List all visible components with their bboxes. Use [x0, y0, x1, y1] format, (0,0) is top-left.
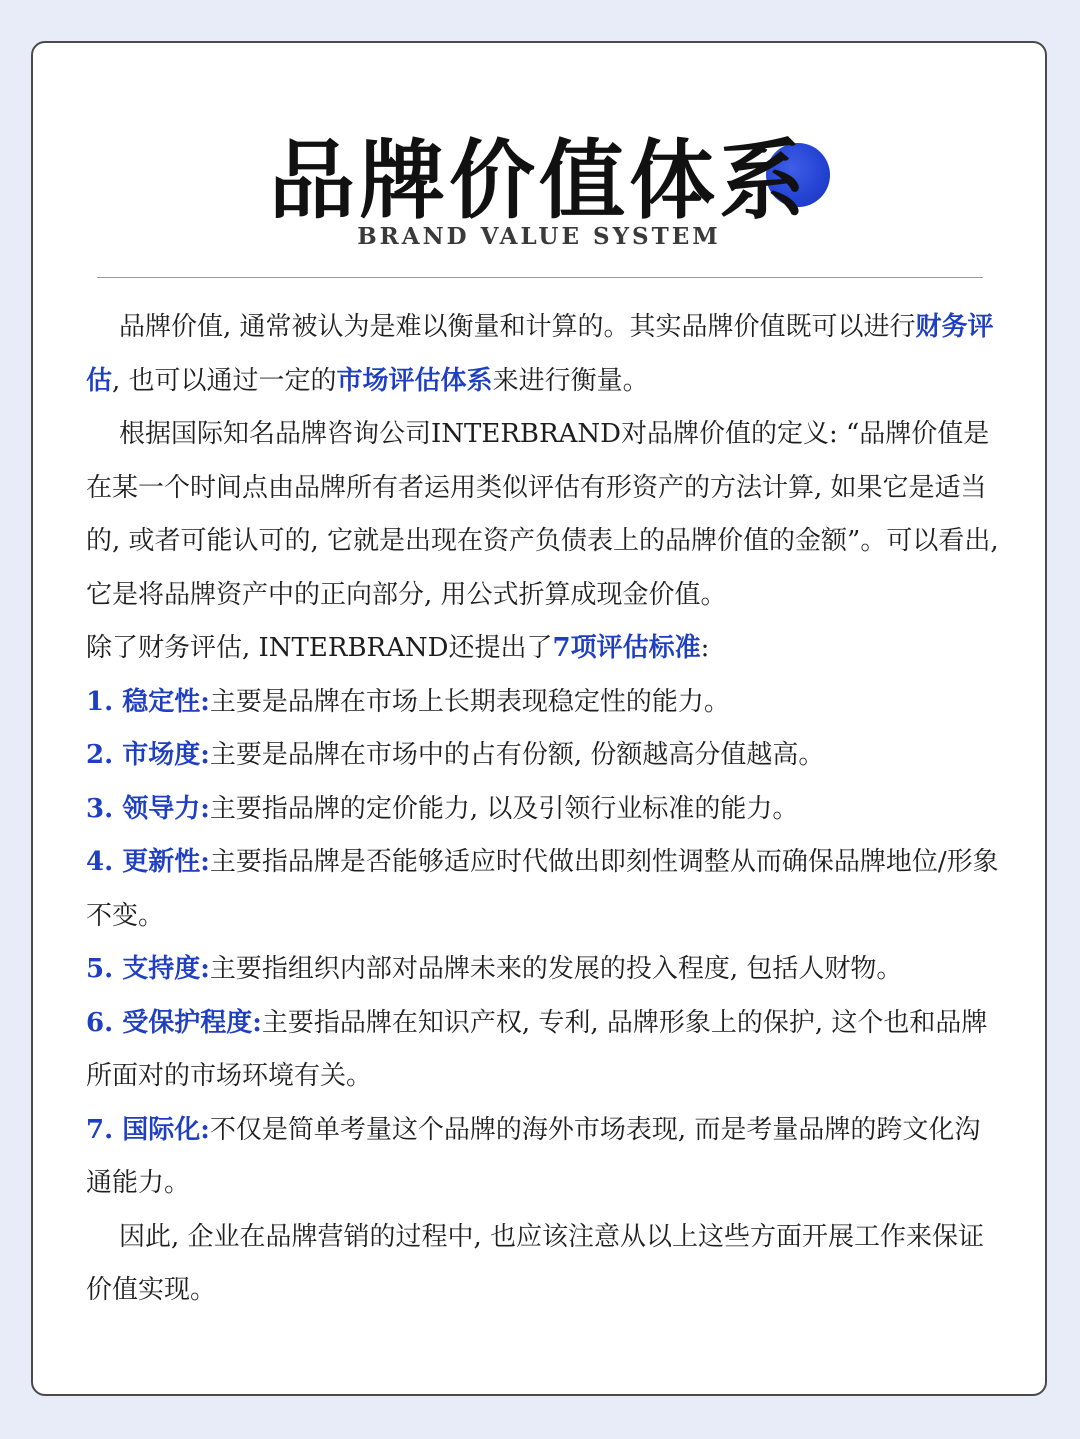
standard-desc: 主要指品牌在知识产权, 专利, 品牌形象上的保护, 这个也和品牌所面对的市场环境有关。	[86, 1007, 988, 1091]
highlight-financial-eval: 财务评估	[86, 312, 994, 396]
page-title: 品牌价值体系	[269, 130, 809, 231]
intro-text-1: 品牌价值, 通常被认为是难以衡量和计算的。其实品牌价值既可以进行	[119, 312, 916, 342]
standard-number: 6.	[86, 1007, 123, 1038]
divider	[97, 277, 983, 278]
standard-desc: 主要是品牌在市场中的占有份额, 份额越高分值越高。	[209, 740, 825, 770]
standard-desc: 不仅是简单考量这个品牌的海外市场表现, 而是考量品牌的跨文化沟通能力。	[86, 1114, 981, 1198]
standards-intro-text-2: :	[700, 633, 710, 663]
intro-text-3: 来进行衡量。	[492, 365, 649, 396]
standard-number: 5.	[86, 954, 123, 984]
highlight-seven-standards: 7项评估标准	[552, 633, 701, 663]
conclusion-paragraph: 因此, 企业在品牌营销的过程中, 也应该注意从以上这些方面开展工作来保证价值实现。	[86, 1221, 985, 1305]
article-card	[31, 41, 1047, 1396]
standard-name: 更新性:	[122, 847, 210, 877]
standard-name: 支持度:	[122, 954, 210, 984]
intro-text-2: , 也可以通过一定的	[112, 365, 337, 396]
standard-item	[86, 836, 1001, 943]
standard-name: 领导力:	[122, 793, 210, 824]
standard-number: 4.	[86, 847, 123, 877]
standard-item	[86, 943, 1001, 997]
standard-item	[86, 997, 1001, 1104]
standard-name: 受保护程度:	[122, 1007, 262, 1038]
page-subtitle: BRAND VALUE SYSTEM	[357, 223, 721, 250]
highlight-market-eval-system: 市场评估体系	[336, 365, 493, 396]
standard-desc: 主要指品牌的定价能力, 以及引领行业标准的能力。	[209, 793, 799, 824]
standard-number: 2.	[86, 740, 123, 770]
standard-number: 7.	[86, 1114, 123, 1145]
standard-name: 国际化:	[122, 1114, 210, 1145]
article-body	[86, 301, 1001, 1318]
standard-item	[86, 676, 1001, 730]
definition-paragraph: 根据国际知名品牌咨询公司INTERBRAND对品牌价值的定义: “品牌价值是在某一个时间点由品牌所有者运用类似评估有形资产的方法计算, 如果它是适当的, 或者可能认可的, 它就是出现在资产负债表上的品牌价值的金额”。可以看出, 它是将品牌资产中的正向部分, 用公式折算成现金价值。	[86, 419, 999, 610]
standard-desc: 主要是品牌在市场上长期表现稳定性的能力。	[209, 686, 730, 717]
intro-paragraph	[86, 301, 1001, 408]
standards-intro	[86, 622, 1001, 676]
standard-name: 稳定性:	[122, 686, 210, 717]
standard-desc: 主要指组织内部对品牌未来的发展的投入程度, 包括人财物。	[209, 954, 903, 984]
standard-number: 1.	[86, 686, 123, 717]
standard-item	[86, 1104, 1001, 1211]
standard-item	[86, 729, 1001, 783]
standard-desc: 主要指品牌是否能够适应时代做出即刻性调整从而确保品牌地位/形象不变。	[86, 847, 999, 931]
standard-number: 3.	[86, 793, 123, 824]
standards-intro-text-1: 除了财务评估, INTERBRAND还提出了	[86, 633, 553, 663]
standard-item	[86, 783, 1001, 837]
standard-name: 市场度:	[122, 740, 210, 770]
